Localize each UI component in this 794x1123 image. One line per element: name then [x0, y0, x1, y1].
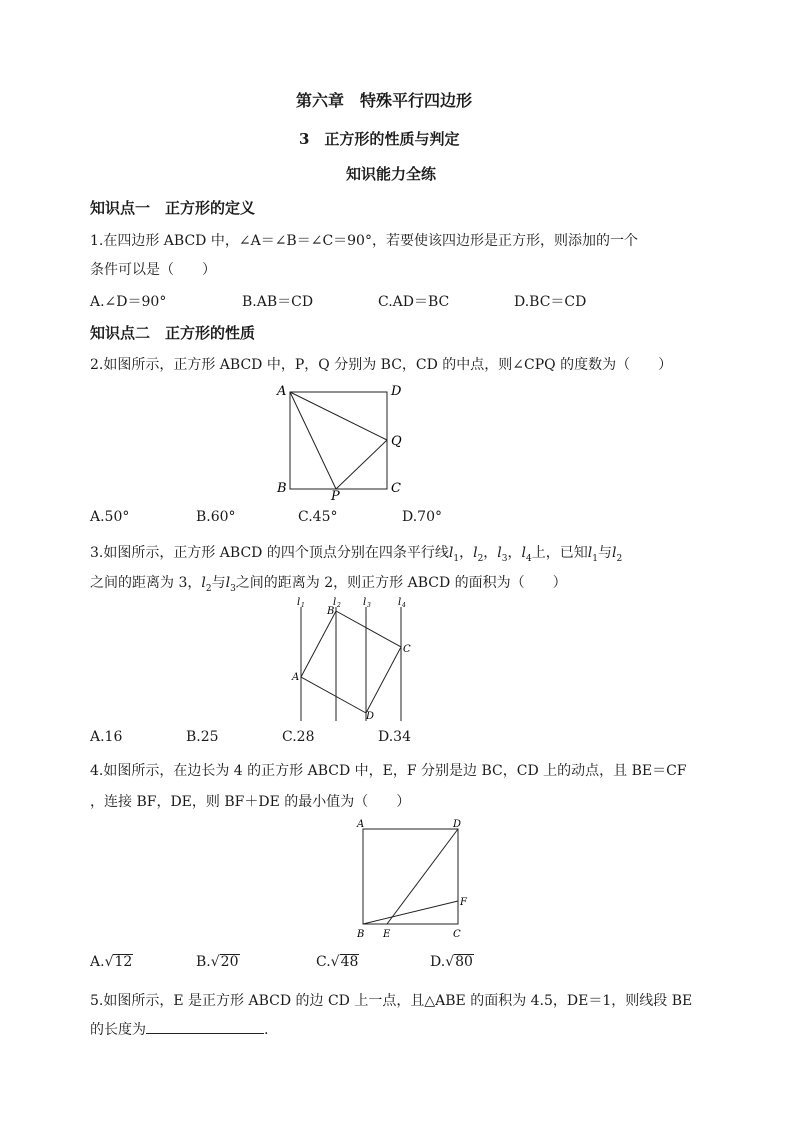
question-4-option-a [90, 954, 133, 970]
sqrt-icon: √ [210, 954, 220, 970]
question-1-option-d: D.BC＝CD [514, 294, 587, 310]
question-4-line-1: 4.如图所示，在边长为 4 的正方形 ABCD 中，E，F 分别是边 BC，CD 上的动点，且 BE＝CF [90, 763, 687, 779]
q4-label-e: E [383, 929, 391, 940]
lesson-title: 3 正方形的性质与判定 [299, 130, 460, 148]
question-2-option-c: C.45° [298, 509, 338, 525]
question-5-line-1: 5.如图所示，E 是正方形 ABCD 的边 CD 上一点，且△ABE 的面积为 4.5，DE＝1，则线段 BE [90, 993, 693, 1009]
question-2-option-a: A.50° [90, 509, 130, 525]
q3-l3b: l [225, 575, 231, 591]
question-3-option-a: A.16 [90, 729, 123, 745]
question-2-option-b: B.60° [196, 509, 236, 525]
q4-option-c-radicand: 48 [340, 954, 359, 970]
question-1-line-2: 条件可以是（ ） [90, 262, 216, 278]
section-heading-1: 知识点一 正方形的定义 [90, 199, 256, 217]
q4-option-b-prefix: B. [196, 954, 211, 970]
q4-label-a: A [357, 819, 365, 830]
practice-title: 知识能力全练 [346, 165, 437, 183]
question-4-line-2: ，连接 BF，DE，则 BF＋DE 的最小值为（ ） [90, 794, 411, 810]
q3-label-l4: l [398, 597, 402, 608]
q3-text-1a: 3.如图所示，正方形 ABCD 的四个顶点分别在四条平行线 [90, 545, 449, 561]
q3-label-l2: l [333, 597, 337, 608]
q3-text-2c: 之间的距离为 2，则正方形 ABCD 的面积为（ ） [235, 575, 567, 591]
q3-text-2b: 与 [211, 575, 226, 591]
q3-label-a: A [292, 672, 300, 683]
question-4-option-d [430, 954, 474, 970]
question-3-option-c: C.28 [282, 729, 315, 745]
q2-line-aq [290, 392, 387, 440]
q3-l2b-sub: 2 [616, 553, 623, 564]
q3-l4-sub: 4 [526, 553, 532, 564]
q2-label-p: P [331, 489, 340, 502]
question-4-option-c [316, 954, 359, 970]
q3-label-n3: 3 [367, 602, 371, 609]
q3-text-1b: 上，已知 [531, 545, 588, 561]
q2-line-ap [290, 392, 336, 489]
q2-label-q: Q [391, 434, 402, 449]
question-3-option-d: D.34 [378, 729, 411, 745]
q3-l3-sub: 3 [501, 553, 508, 564]
chapter-title: 第六章 特殊平行四边形 [296, 91, 473, 110]
question-1-option-c: C.AD＝BC [378, 294, 450, 310]
q3-label-c: C [403, 644, 411, 655]
section-heading-2: 知识点二 正方形的性质 [90, 324, 256, 342]
question-4-option-b [196, 954, 240, 970]
q3-label-b: B [327, 606, 335, 617]
q3-l1b-sub: 1 [592, 553, 598, 564]
q4-option-b-radicand: 20 [220, 954, 239, 970]
sqrt-icon: √ [330, 954, 340, 970]
q2-label-c: C [391, 481, 401, 496]
answer-blank[interactable] [146, 1019, 264, 1034]
q2-label-d: D [391, 384, 402, 399]
q3-l4: l [521, 545, 526, 561]
q3-label-n2: 2 [337, 602, 341, 609]
question-3-option-b: B.25 [186, 729, 219, 745]
q3-square [301, 611, 401, 713]
q4-line-bf [363, 901, 458, 924]
q3-l3: l [497, 545, 502, 561]
question-5-line-2 [90, 1019, 268, 1039]
question-3-figure [286, 595, 416, 723]
q4-option-c-prefix: C. [316, 954, 331, 970]
q4-option-d-radicand: 80 [455, 954, 473, 970]
question-2-option-d: D.70° [402, 509, 442, 525]
q3-text-2a: 之间的距离为 3， [90, 575, 202, 591]
q3-label-l3: l [363, 597, 367, 608]
q4-label-b: B [357, 929, 365, 940]
q3-label-l1: l [297, 597, 301, 608]
q4-square [363, 829, 458, 924]
q5-text-2a: 的长度为 [90, 1022, 146, 1038]
q3-l1b: l [587, 545, 593, 561]
q4-label-d: D [453, 819, 462, 830]
q4-option-a-prefix: A. [90, 954, 105, 970]
q3-label-n4: 4 [402, 602, 406, 609]
q3-label-n1: 1 [301, 602, 305, 609]
q2-label-b: B [277, 481, 287, 496]
q4-label-c: C [453, 929, 461, 940]
q3-l1-sub: 1 [453, 553, 460, 564]
q3-l2c-sub: 2 [205, 583, 212, 594]
q3-l1: l [448, 545, 454, 561]
q3-l2-sub: 2 [477, 553, 484, 564]
q3-l2: l [473, 545, 478, 561]
q5-text-2b: . [264, 1022, 269, 1038]
q3-label-d: D [366, 711, 375, 722]
sqrt-icon: √ [445, 954, 455, 970]
question-2-figure [270, 378, 410, 502]
q2-square [290, 392, 387, 489]
sqrt-icon: √ [104, 954, 114, 970]
q3-text-1c: 与 [597, 545, 612, 561]
question-1-line-1: 1.在四边形 ABCD 中，∠A＝∠B＝∠C＝90°，若要使该四边形是正方形，则添加的一个 [90, 233, 638, 249]
question-1-option-b: B.AB＝CD [242, 294, 314, 310]
q4-option-a-radicand: 12 [114, 954, 133, 970]
question-3-line-2 [90, 572, 567, 594]
question-3-line-1: 3.如图所示，正方形 ABCD 的四个顶点分别在四条平行线$l_1$，$l_2$，$l_3$，$l_4$上，已知$l_1$与$l_2$ [90, 545, 623, 564]
q2-label-a: A [277, 384, 287, 399]
q3-l3b-sub: 3 [230, 583, 236, 594]
q4-label-f: F [460, 897, 467, 908]
question-2-text: 2.如图所示，正方形 ABCD 中，P，Q 分别为 BC，CD 的中点，则∠CPQ 的度数为（ ） [90, 357, 673, 373]
q4-option-d-prefix: D. [430, 954, 446, 970]
question-1-option-a: A.∠D＝90° [90, 294, 167, 310]
question-4-figure [350, 815, 475, 943]
q2-line-pq [336, 440, 387, 489]
q3-l2c: l [201, 575, 206, 591]
q3-l2b: l [611, 545, 617, 561]
